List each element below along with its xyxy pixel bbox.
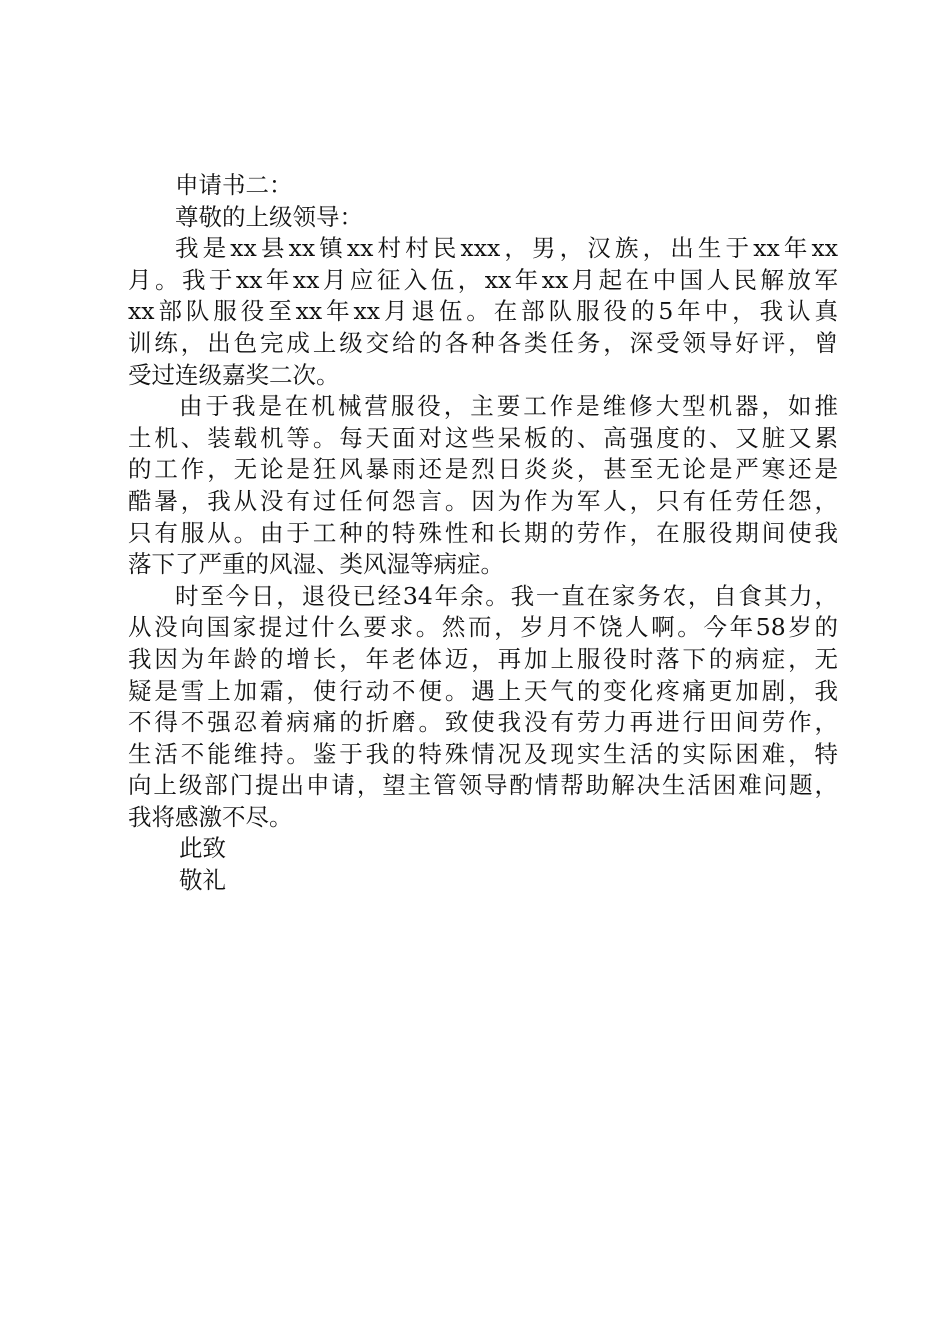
paragraph-line: 我将感激不尽。 <box>128 802 293 831</box>
paragraph-line: 我因为年龄的增长，年老体迈，再加上服役时落下的病症，无 <box>128 644 838 673</box>
paragraph-2 <box>128 391 838 581</box>
paragraph-line: xx部队服役至xx年xx月退伍。在部队服役的5年中，我认真 <box>128 297 838 326</box>
paragraph-line: 我是xx县xx镇xx村村民xxx，男，汉族，出生于xx年xx <box>175 234 838 263</box>
paragraph-line: 受过连级嘉奖二次。 <box>128 360 340 389</box>
paragraph-line: 的工作，无论是狂风暴雨还是烈日炎炎，甚至无论是严寒还是 <box>128 455 838 484</box>
letter-salutation: 尊敬的上级领导： <box>175 202 363 231</box>
paragraph-line: 由于我是在机械营服役，主要工作是维修大型机器，如推 <box>179 392 838 421</box>
paragraph-line: 向上级部门提出申请，望主管领导酌情帮助解决生活困难问题， <box>128 771 838 800</box>
paragraph-line: 落下了严重的风湿、类风湿等病症。 <box>128 550 504 579</box>
paragraph-3 <box>128 581 838 834</box>
paragraph-1 <box>128 233 838 391</box>
application-letter <box>128 170 838 897</box>
paragraph-line: 时至今日，退役已经34年余。我一直在家务农，自食其力， <box>175 581 838 610</box>
paragraph-line: 不得不强忍着病痛的折磨。致使我没有劳力再进行田间劳作， <box>128 708 838 737</box>
paragraph-line: 土机、装载机等。每天面对这些呆板的、高强度的、又脏又累 <box>128 423 838 452</box>
letter-closing: 此致 <box>179 834 226 863</box>
paragraph-line: 从没向国家提过什么要求。然而，岁月不饶人啊。今年58岁的 <box>128 613 838 642</box>
paragraph-line: 训练，出色完成上级交给的各种各类任务，深受领导好评，曾 <box>128 328 838 357</box>
letter-regards: 敬礼 <box>179 866 226 895</box>
letter-heading: 申请书二： <box>175 171 293 199</box>
paragraph-line: 生活不能维持。鉴于我的特殊情况及现实生活的实际困难，特 <box>128 739 838 768</box>
paragraph-line: 酷暑，我从没有过任何怨言。因为作为军人，只有任劳任怨， <box>128 486 838 515</box>
paragraph-line: 月。我于xx年xx月应征入伍，xx年xx月起在中国人民解放军 <box>128 265 838 294</box>
paragraph-line: 只有服从。由于工种的特殊性和长期的劳作，在服役期间使我 <box>128 518 838 547</box>
paragraph-line: 疑是雪上加霜，使行动不便。遇上天气的变化疼痛更加剧，我 <box>128 676 838 705</box>
